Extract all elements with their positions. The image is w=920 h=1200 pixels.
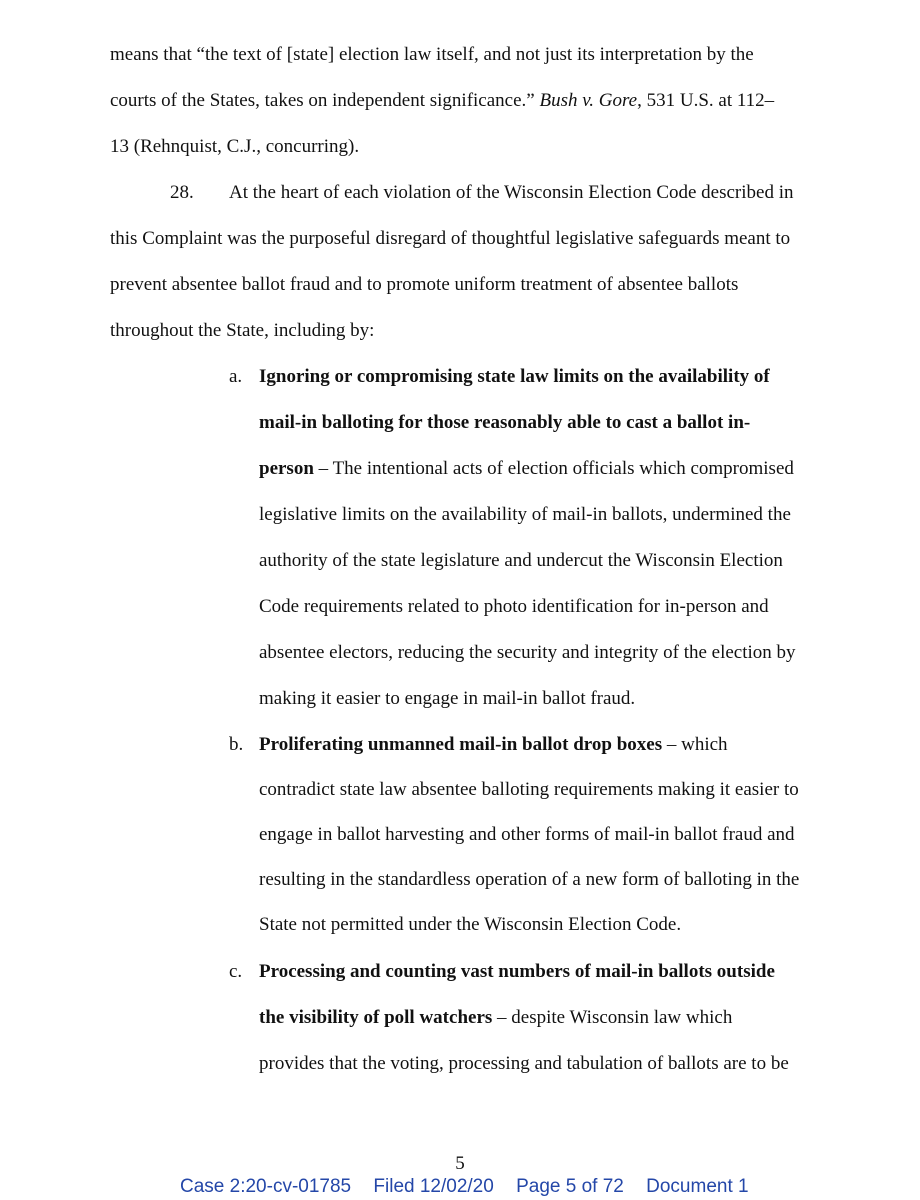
item-b-line-4: resulting in the standardless operation of a new form of balloting in the [259,869,800,890]
case-filing-stamp [180,1176,749,1198]
item-a-line-6: Code requirements related to photo identification for in-person and [259,596,769,617]
item-c-label: c. [229,961,243,982]
page-of-total: Page 5 of 72 [516,1176,624,1197]
item-a-label: a. [229,366,243,387]
paragraph-28-line-4: throughout the State, including by: [110,320,375,341]
item-a-line-1: Ignoring or compromising state law limits on the availability of [259,366,770,387]
item-b-line-3: engage in ballot harvesting and other forms of mail-in ballot fraud and [259,824,795,845]
paragraph-28-line-3: prevent absentee ballot fraud and to promote uniform treatment of absentee ballots [110,274,739,295]
paragraph-28-line-1: At the heart of each violation of the Wisconsin Election Code described in [229,182,794,203]
item-a-line-4: legislative limits on the availability of mail-in ballots, undermined the [259,504,791,525]
item-a-line-2: mail-in balloting for those reasonably able to cast a ballot in- [259,412,751,433]
item-c-line-2: the visibility of poll watchers – despite Wisconsin law which [259,1007,733,1028]
paragraph-28-line-2: this Complaint was the purposeful disregard of thoughtful legislative safeguards meant to [110,228,791,249]
paragraph-number: 28. [170,182,194,203]
page-number: 5 [455,1153,465,1174]
document-number: Document 1 [646,1176,749,1197]
intro-line-3: 13 (Rehnquist, C.J., concurring). [110,136,360,157]
case-number: Case 2:20-cv-01785 [180,1176,352,1197]
item-a-line-3: person – The intentional acts of election officials which compromised [259,458,794,479]
item-a-line-7: absentee electors, reducing the security and integrity of the election by [259,642,796,663]
intro-line-1: means that “the text of [state] election law itself, and not just its interpretation by the [110,44,754,65]
item-b-line-1: Proliferating unmanned mail-in ballot drop boxes – which [259,734,728,755]
filed-date: Filed 12/02/20 [373,1176,494,1197]
item-c-line-3: provides that the voting, processing and tabulation of ballots are to be [259,1053,789,1074]
intro-line-2: courts of the States, takes on independent significance.” Bush v. Gore, 531 U.S. at 112– [110,90,775,111]
item-b-label: b. [229,734,244,755]
item-c-line-1: Processing and counting vast numbers of mail-in ballots outside [259,961,775,982]
item-a-line-5: authority of the state legislature and undercut the Wisconsin Election [259,550,783,571]
case-citation: Bush v. Gore [539,90,638,111]
item-b-line-2: contradict state law absentee balloting requirements making it easier to [259,779,799,800]
item-b-line-5: State not permitted under the Wisconsin Election Code. [259,914,682,935]
item-a-line-8: making it easier to engage in mail-in ballot fraud. [259,688,636,709]
